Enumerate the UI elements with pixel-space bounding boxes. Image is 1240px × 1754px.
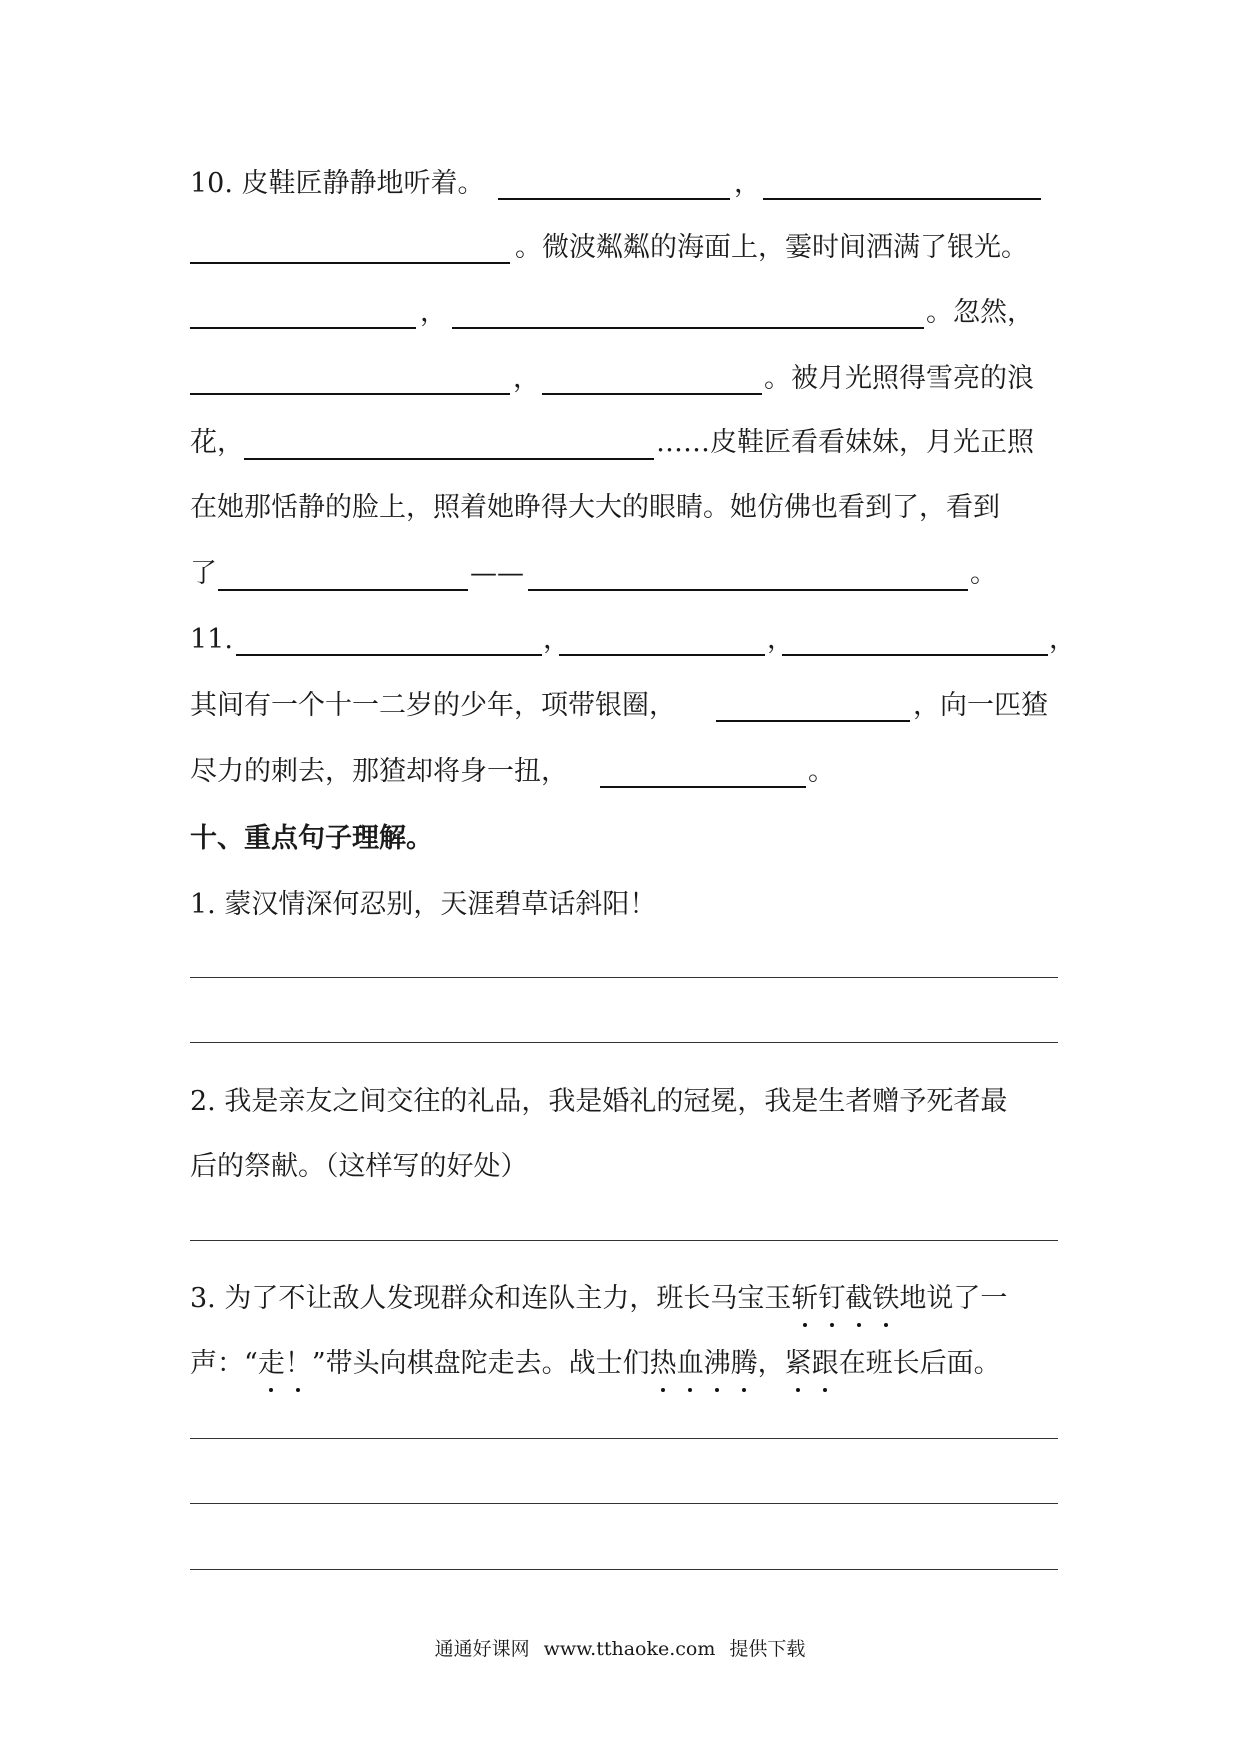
q11-comma-2: ， bbox=[767, 624, 794, 655]
item-2-answer-line[interactable] bbox=[190, 1240, 1058, 1241]
q10-line-1 bbox=[190, 165, 485, 203]
section-ten-title: 十、重点句子理解。 bbox=[190, 823, 433, 854]
q11-number: 11. bbox=[190, 624, 233, 655]
emphasis-char: 腾 bbox=[731, 1345, 758, 1383]
q10-blank-7[interactable] bbox=[542, 393, 762, 395]
item-2-line-2: 后的祭献。（这样写的好处） bbox=[190, 1151, 528, 1182]
emphasis-char: 紧 bbox=[785, 1345, 812, 1383]
item-3-answer-line-3[interactable] bbox=[190, 1569, 1058, 1570]
q10-comma-3: ， bbox=[513, 363, 540, 394]
emphasis-char: 血 bbox=[677, 1345, 704, 1383]
emphasis-char: 斩 bbox=[791, 1280, 818, 1318]
emphasis-char: 走 bbox=[258, 1345, 285, 1383]
q10-dash: —— bbox=[470, 558, 524, 589]
item-2-line-1: 2. 我是亲友之间交往的礼品，我是婚礼的冠冕，我是生者赠予死者最 bbox=[190, 1086, 1008, 1117]
q10-comma-2: ， bbox=[420, 297, 447, 328]
emphasis-char: 沸 bbox=[704, 1345, 731, 1383]
q10-blank-5[interactable] bbox=[452, 327, 924, 329]
emphasis-char: 跟 bbox=[812, 1345, 839, 1383]
footer-suffix: 提供下载 bbox=[729, 1638, 806, 1660]
item-3-line-2 bbox=[190, 1345, 1001, 1383]
footer-site-name: 通通好课网 bbox=[434, 1638, 530, 1660]
item-3-line-2-text-b: ”带头向棋盘陀走去。战士们 bbox=[311, 1348, 650, 1379]
q10-line-5-start: 花， bbox=[190, 427, 244, 458]
q11-blank-3[interactable] bbox=[782, 654, 1048, 656]
q11-blank-1[interactable] bbox=[236, 654, 542, 656]
q10-blank-8[interactable] bbox=[244, 458, 654, 460]
q11-period: 。 bbox=[808, 756, 835, 787]
item-3-line-1-text-b: 地说了一 bbox=[899, 1283, 1008, 1314]
q10-period: 。 bbox=[970, 558, 997, 589]
q10-intro-text: 10. 皮鞋匠静静地听着。 bbox=[190, 168, 485, 199]
q11-blank-4[interactable] bbox=[716, 720, 910, 722]
emphasis-char: 截 bbox=[845, 1280, 872, 1318]
q10-line-4-text: 。被月光照得雪亮的浪 bbox=[764, 363, 1034, 394]
q11-line-2-end: ，向一匹猹 bbox=[913, 690, 1048, 721]
q11-line-3-start: 尽力的刺去，那猹却将身一扭， bbox=[190, 756, 568, 787]
q11-blank-2[interactable] bbox=[559, 654, 765, 656]
q11-blank-5[interactable] bbox=[600, 786, 806, 788]
q10-comma-1: ， bbox=[734, 168, 761, 199]
q10-blank-2[interactable] bbox=[763, 198, 1041, 200]
q10-blank-1[interactable] bbox=[498, 198, 730, 200]
q10-blank-10[interactable] bbox=[528, 589, 968, 591]
item-3-answer-line-2[interactable] bbox=[190, 1503, 1058, 1504]
q10-blank-6[interactable] bbox=[190, 393, 510, 395]
q10-blank-9[interactable] bbox=[218, 589, 468, 591]
q11-line-2-start: 其间有一个十一二岁的少年，项带银圈， bbox=[190, 690, 676, 721]
item-1-sentence: 1. 蒙汉情深何忍别，天涯碧草话斜阳！ bbox=[190, 889, 657, 920]
q10-line-5-end: ……皮鞋匠看看妹妹，月光正照 bbox=[656, 427, 1034, 458]
emphasis-char: 钉 bbox=[818, 1280, 845, 1318]
footer-url[interactable]: www.tthaoke.com bbox=[543, 1638, 716, 1660]
item-3-answer-line-1[interactable] bbox=[190, 1438, 1058, 1439]
q11-comma-3: ， bbox=[1049, 624, 1076, 655]
q10-line-3-text: 。忽然， bbox=[926, 297, 1034, 328]
item-3-line-2-text-c: ， bbox=[757, 1348, 785, 1379]
emphasis-char: 铁 bbox=[872, 1280, 899, 1318]
item-1-answer-line-1[interactable] bbox=[190, 977, 1058, 978]
item-3-line-2-text-a: 声：“ bbox=[190, 1348, 258, 1379]
q11-comma-1: ， bbox=[543, 624, 570, 655]
item-3-line-1-text-a: 3. 为了不让敌人发现群众和连队主力，班长马宝玉 bbox=[190, 1283, 792, 1314]
item-3-line-1 bbox=[190, 1280, 1007, 1318]
q10-line-7-start: 了 bbox=[190, 558, 217, 589]
item-3-line-2-text-d: 在班长后面。 bbox=[838, 1348, 1001, 1379]
page-footer bbox=[0, 1635, 1240, 1663]
q10-line-6: 在她那恬静的脸上，照着她睁得大大的眼睛。她仿佛也看到了，看到 bbox=[190, 492, 1000, 523]
q10-line-2-text: 。微波粼粼的海面上，霎时间洒满了银光。 bbox=[515, 232, 1028, 263]
emphasis-char: 热 bbox=[650, 1345, 677, 1383]
q10-blank-4[interactable] bbox=[190, 327, 416, 329]
emphasis-char: ！ bbox=[285, 1345, 312, 1383]
item-1-answer-line-2[interactable] bbox=[190, 1042, 1058, 1043]
q10-blank-3[interactable] bbox=[190, 262, 510, 264]
